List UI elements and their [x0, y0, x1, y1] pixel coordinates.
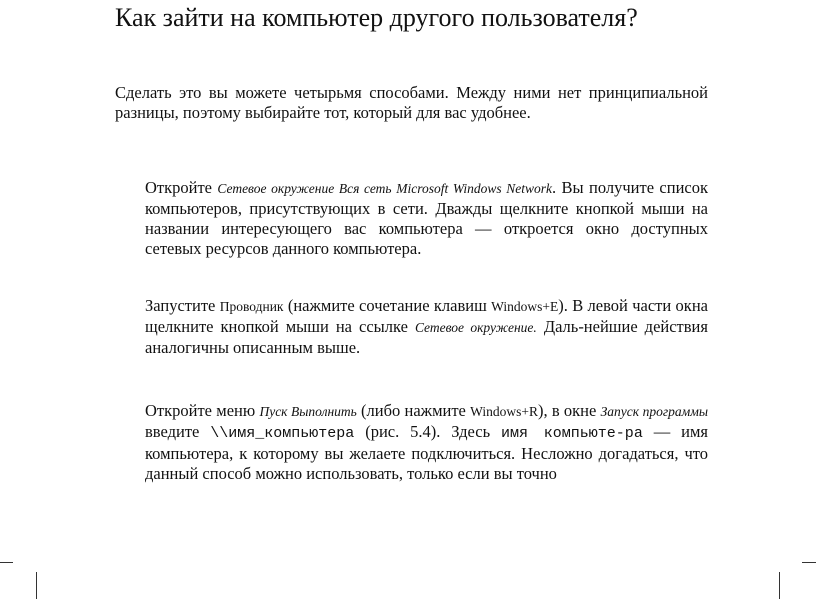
method-2-text-1: Запустите — [145, 296, 220, 315]
unc-command: \\имя_компьютера — [210, 425, 355, 442]
method-2-text-2: (нажмите сочетание клавиш — [283, 296, 492, 315]
method-1-text-1: Откройте — [145, 178, 218, 197]
intro-paragraph — [115, 83, 708, 123]
intro-text: Сделать это вы можете четырьмя способами. Между ними нет принципиальной разницы, поэтому выбирайте тот, который для вас удобнее. — [115, 83, 708, 122]
page-title: Как зайти на компьютер другого пользователя? — [115, 3, 638, 32]
method-3-paragraph — [145, 401, 708, 484]
method-1-paragraph — [145, 178, 708, 259]
crop-mark-right-h — [802, 562, 816, 563]
method-1-text-2: . Вы получите список компьютеров, присутствующих в сети. Дважды щелкните кнопкой мыши на названии интересующего вас компьютера — откроется окно доступных сетевых ресурсов данного компьютера. — [145, 178, 708, 258]
crop-mark-left-h — [0, 562, 13, 563]
start-run-menu: Пуск Выполнить — [259, 404, 357, 419]
method-3-text-1: Откройте меню — [145, 401, 260, 420]
method-2-text-4: Даль-нейшие действия аналогичны описанным выше. — [145, 317, 708, 357]
method-3-text-4: введите — [145, 422, 211, 441]
method-3-text-3: ), в окне — [537, 401, 601, 420]
crop-mark-right-v — [779, 572, 780, 599]
crop-mark-left-v — [36, 572, 37, 599]
method-3-text-6: — имя компьютера, к которому вы желаете подключиться. Несложно догадаться, что данный способ можно использовать, только если вы точно — [145, 422, 708, 483]
explorer-app-name: Проводник — [219, 299, 284, 314]
shortcut-windows-e: Windows+E — [491, 299, 559, 314]
method-2-paragraph — [145, 296, 708, 358]
network-path: Сетевое окружение Вся сеть Microsoft Windows Network — [217, 181, 552, 196]
method-2-text-3: ). В левой части окна щелкните кнопкой мыши на ссылке — [145, 296, 708, 336]
shortcut-windows-r: Windows+R — [470, 404, 538, 419]
run-window-name: Запуск программы — [600, 404, 708, 419]
method-3-text-2: (либо нажмите — [356, 401, 471, 420]
network-link: Сетевое окружение. — [414, 320, 537, 335]
method-3-text-5: (рис. 5.4). Здесь — [354, 422, 502, 441]
computer-name-var: имя компьюте-ра — [501, 425, 643, 442]
